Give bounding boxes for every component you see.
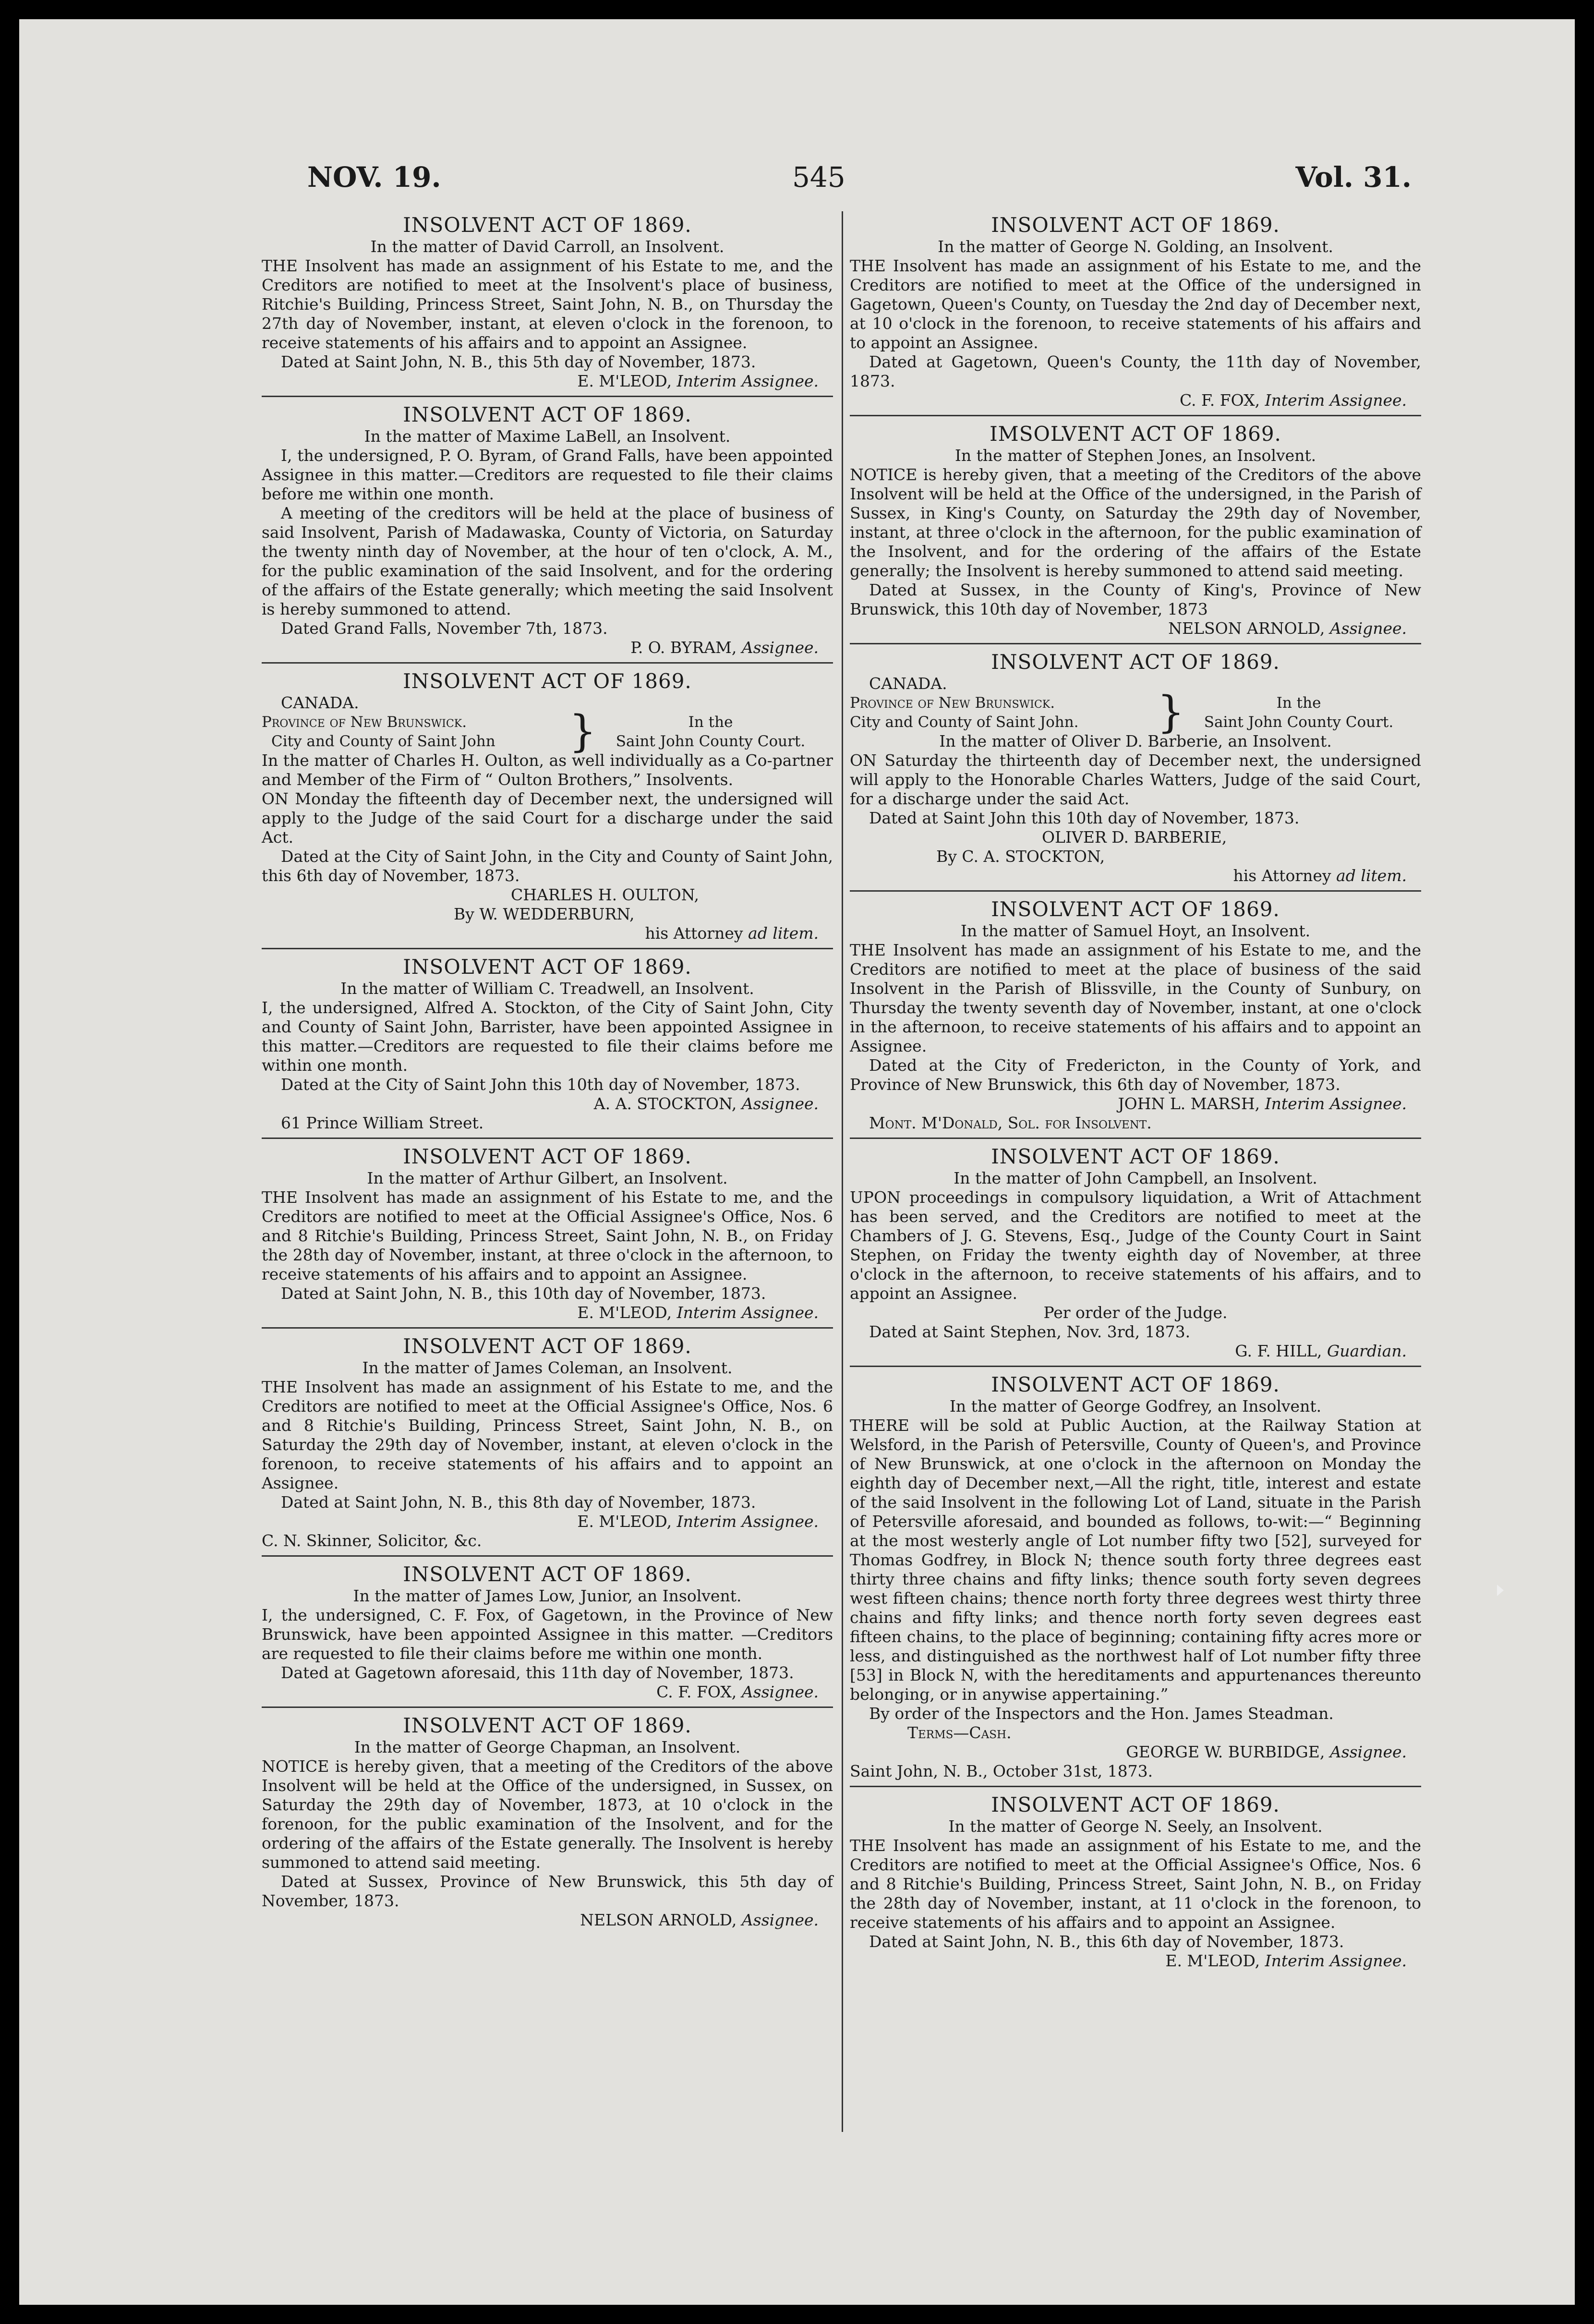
notice-title: INSOLVENT ACT OF 1869.: [403, 1714, 692, 1737]
notice-campbell: [850, 1143, 1421, 1367]
notice-body-2: A meeting of the creditors will be held at the place of business of said Insolvent, Parish of Madawaska, County of Victoria, on Saturday the twenty ninth day of November, at the hour of ten o'clock, A. M., for the public examination of the said Insolvent, and for the ordering of the affairs of the Estate generally; which meeting the said Insolvent is hereby summoned to attend.: [262, 504, 833, 618]
notice-signer: [850, 1094, 1421, 1114]
notice-dated: Saint John, N. B., October 31st, 1873.: [850, 1762, 1153, 1780]
notice-solicitor: C. N. Skinner, Solicitor, &c.: [262, 1531, 482, 1550]
notice-title: INSOLVENT ACT OF 1869.: [403, 1334, 692, 1358]
notice-signer: [262, 1303, 833, 1322]
notice-body: ON Saturday the thirteenth day of December next, the undersigned will apply to the Honorable Charles Watters, Judge of the said Court, for a discharge under the said Act.: [850, 751, 1421, 808]
court-block: [850, 687, 1421, 738]
notice-matter: In the matter of John Campbell, an Insolvent.: [954, 1169, 1317, 1187]
notice-by: By W. WEDDERBURN,: [454, 905, 635, 923]
notice-seely: [850, 1791, 1421, 1975]
notice-dated: Dated at the City of Saint John, in the City and County of Saint John, this 6th day of November, 1873.: [262, 847, 833, 885]
in-the-label: In the: [1276, 694, 1321, 712]
notice-dated: Dated at Sussex, Province of New Brunswick, this 5th day of November, 1873.: [262, 1872, 833, 1910]
notice-body: I, the undersigned, C. F. Fox, of Gagetown, in the Province of New Brunswick, have been appointed Assignee in this matter. —Creditors are requested to file their claims before me within one month.: [262, 1606, 833, 1663]
signer-role: Assignee.: [741, 638, 819, 657]
notice-signer: [262, 1911, 833, 1930]
signer-role: Interim Assignee.: [676, 372, 819, 390]
signer-name: NELSON ARNOLD,: [1168, 619, 1325, 638]
signer-name: GEORGE W. BURBIDGE,: [1126, 1743, 1325, 1761]
notice-body: NOTICE is hereby given, that a meeting of the Creditors of the above Insolvent will be held at the Office of the undersigned, in Sussex, on Saturday the 29th day of November, 1873, at 10 o'clock in the forenoon, for the public examination of the Insolvent, and for the ordering of the affairs of the Estate generally. The Insolvent is hereby summoned to attend said meeting.: [262, 1757, 833, 1872]
signer-role: Interim Assignee.: [1265, 1094, 1407, 1113]
notice-matter: In the matter of George Chapman, an Insolvent.: [354, 1738, 741, 1756]
notice-signer: [850, 1743, 1421, 1762]
signer-name: NELSON ARNOLD,: [580, 1911, 737, 1929]
notice-body: THE Insolvent has made an assignment of his Estate to me, and the Creditors are notified to meet at the Official Assignee's Office, Nos. 6 and 8 Ritchie's Building, Princess Street, Saint John, N. B., on Friday the 28th day of November, instant, at 11 o'clock in the forenoon, to receive statements of his affairs and to appoint an Assignee.: [850, 1836, 1421, 1932]
notice-matter: In the matter of Maxime LaBell, an Insolvent.: [364, 427, 731, 446]
notice-golding: [850, 211, 1421, 416]
notice-signer: CHARLES H. OULTON,: [511, 885, 699, 904]
notice-signer: [262, 1682, 833, 1702]
court-block: [262, 706, 833, 757]
notice-body: ON Monday the fifteenth day of December next, the undersigned will apply to the Judge of the said Court for a discharge under the said Act.: [262, 789, 833, 847]
notice-hoyt: [850, 896, 1421, 1139]
signer-role: Interim Assignee.: [676, 1303, 819, 1322]
signer-name: E. M'LEOD,: [1165, 1951, 1260, 1970]
notice-dated: Dated at Saint Stephen, Nov. 3rd, 1873.: [869, 1322, 1191, 1341]
page-header: [19, 161, 1575, 218]
notice-matter: In the matter of James Low, Junior, an Insolvent.: [353, 1586, 742, 1605]
notice-body: THE Insolvent has made an assignment of his Estate to me, and the Creditors are notified to meet at the Official Assignee's Office, Nos. 6 and 8 Ritchie's Building, Princess Street, Saint John, N. B., on Friday the 28th day of November, instant, at three o'clock in the afternoon, to receive statements of his affairs and to appoint an Assignee.: [262, 1188, 833, 1283]
left-column: [262, 211, 833, 1938]
notice-body: UPON proceedings in compulsory liquidation, a Writ of Attachment has been served, and the Creditors are notified to meet at the Chambers of J. G. Stevens, Esq., Judge of the County Court in Saint Stephen, on Friday the twenty eighth day of November, at three o'clock in the afternoon, to receive statements of his affairs, and to appoint an Assignee.: [850, 1188, 1421, 1303]
notice-title: INSOLVENT ACT OF 1869.: [403, 669, 692, 693]
margin-arrow-icon: [1497, 1585, 1504, 1596]
notice-attorney: his Attorney ad litem.: [645, 924, 819, 943]
signer-role: Assignee.: [1329, 1743, 1407, 1761]
province-label: Province of New Brunswick.: [850, 694, 1055, 712]
notice-chapman: [262, 1712, 833, 1935]
signer-name: E. M'LEOD,: [577, 1303, 672, 1322]
notice-title: INSOLVENT ACT OF 1869.: [403, 1562, 692, 1586]
notice-barberie: [850, 648, 1421, 892]
signer-role: Guardian.: [1327, 1342, 1407, 1360]
brace-glyph: }: [1157, 687, 1185, 738]
signer-name: P. O. BYRAM,: [630, 638, 737, 657]
notice-attorney: his Attorney ad litem.: [1233, 866, 1407, 885]
notice-dated: Dated at Saint John, N. B., this 6th day of November, 1873.: [869, 1932, 1344, 1951]
in-the-label: In the: [688, 714, 733, 731]
canada-label: CANADA.: [281, 693, 359, 712]
notice-labell: [262, 401, 833, 664]
signer-role: Assignee.: [741, 1911, 819, 1929]
notice-signer: [850, 1951, 1421, 1971]
court-label: Saint John County Court.: [616, 733, 806, 750]
signer-role: Assignee.: [741, 1094, 819, 1113]
notice-title: INSOLVENT ACT OF 1869.: [991, 1793, 1280, 1816]
notice-matter: In the matter of George Godfrey, an Insolvent.: [949, 1397, 1322, 1416]
notice-title: INSOLVENT ACT OF 1869.: [403, 213, 692, 237]
notice-matter: In the matter of David Carroll, an Insolvent.: [370, 237, 725, 256]
notice-signer: [850, 391, 1421, 410]
notice-matter: In the matter of Samuel Hoyt, an Insolvent.: [960, 921, 1311, 940]
notice-title: INSOLVENT ACT OF 1869.: [403, 403, 692, 426]
notice-body: I, the undersigned, P. O. Byram, of Grand Falls, have been appointed Assignee in this matter.—Creditors are requested to file their claims before me within one month.: [262, 446, 833, 503]
signer-role: Interim Assignee.: [1265, 391, 1407, 410]
notice-dated: Dated at Gagetown, Queen's County, the 11th day of November, 1873.: [850, 352, 1421, 390]
notice-matter: In the matter of Charles H. Oulton, as well individually as a Co-partner and Member of the Firm of “ Oulton Brothers,” Insolvents.: [262, 751, 833, 789]
notice-title: INSOLVENT ACT OF 1869.: [403, 1145, 692, 1168]
notice-signer: [262, 1512, 833, 1531]
signer-name: C. F. FOX,: [1179, 391, 1260, 410]
notice-matter: In the matter of Stephen Jones, an Insolvent.: [954, 446, 1316, 465]
notice-matter: In the matter of George N. Golding, an Insolvent.: [938, 237, 1333, 256]
notice-title: INSOLVENT ACT OF 1869.: [991, 650, 1280, 674]
signer-role: Assignee.: [1329, 619, 1407, 638]
notice-body: THE Insolvent has made an assignment of his Estate to me, and the Creditors are notified to meet at the Insolvent's place of business, Ritchie's Building, Princess Street, Saint John, N. B., on Thursday the 27th day of November, instant, at eleven o'clock in the forenoon, to receive statements of his affairs and to appoint an Assignee.: [262, 256, 833, 352]
notice-body: NOTICE is hereby given, that a meeting of the Creditors of the above Insolvent will be held at the Office of the undersigned, in the Parish of Sussex, in King's County, on Saturday the 29th day of November, instant, at three o'clock in the afternoon, for the public examination of the Insolvent, and for the ordering of the affairs of the Estate generally; the Insolvent is hereby summoned to attend said meeting.: [850, 465, 1421, 580]
signer-name: G. F. HILL,: [1235, 1342, 1322, 1360]
notice-dated: Dated at Sussex, in the County of King's, Province of New Brunswick, this 10th day of November, 1873: [850, 581, 1421, 618]
notice-matter: In the matter of Arthur Gilbert, an Insolvent.: [367, 1169, 728, 1187]
notice-signer: OLIVER D. BARBERIE,: [1042, 828, 1227, 847]
signer-role: Assignee.: [741, 1682, 819, 1701]
signer-name: E. M'LEOD,: [577, 372, 672, 390]
notice-matter: In the matter of Oliver D. Barberie, an Insolvent.: [939, 732, 1332, 750]
signer-name: JOHN L. MARSH,: [1118, 1094, 1260, 1113]
page-number: 545: [792, 161, 845, 194]
notice-dated: Dated at the City of Fredericton, in the County of York, and Province of New Brunswick, this 6th day of November, 1873.: [850, 1056, 1421, 1094]
notice-address: 61 Prince William Street.: [281, 1114, 484, 1132]
notice-by: By C. A. STOCKTON,: [936, 847, 1105, 866]
notice-dated: Dated at Saint John this 10th day of November, 1873.: [869, 809, 1300, 827]
city-label: City and County of Saint John: [271, 733, 495, 750]
notice-coleman: [262, 1332, 833, 1557]
court-label: Saint John County Court.: [1204, 714, 1394, 731]
notice-title: INSOLVENT ACT OF 1869.: [991, 1373, 1280, 1396]
notice-dated: Dated at the City of Saint John this 10th day of November, 1873.: [281, 1075, 800, 1094]
notice-oulton: [262, 667, 833, 949]
notice-treadwell: [262, 953, 833, 1139]
notice-matter: In the matter of George N. Seely, an Insolvent.: [948, 1817, 1323, 1836]
column-divider: [842, 211, 843, 2132]
notice-godfrey: [850, 1371, 1421, 1787]
notice-title: IMSOLVENT ACT OF 1869.: [990, 422, 1281, 446]
notice-title: INSOLVENT ACT OF 1869.: [403, 955, 692, 979]
right-column: [850, 211, 1421, 1979]
notice-solicitor: Mont. M'Donald, Sol. for Insolvent.: [869, 1114, 1152, 1132]
notice-order: By order of the Inspectors and the Hon. James Steadman.: [869, 1704, 1334, 1723]
notice-terms: Terms—Cash.: [907, 1723, 1012, 1742]
notice-dated: Dated at Gagetown aforesaid, this 11th day of November, 1873.: [281, 1663, 794, 1682]
notice-body: THE Insolvent has made an assignment of his Estate to me, and the Creditors are notified to meet at the Office of the undersigned in Gagetown, Queen's County, on Tuesday the 2nd day of December next, at 10 o'clock in the forenoon, to receive statements of his affairs and to appoint an Assignee.: [850, 256, 1421, 352]
canada-label: CANADA.: [869, 674, 947, 693]
notice-matter: In the matter of William C. Treadwell, an Insolvent.: [340, 979, 754, 998]
notice-signer: [262, 1094, 833, 1114]
signer-name: C. F. FOX,: [656, 1682, 737, 1701]
notice-title: INSOLVENT ACT OF 1869.: [991, 897, 1280, 921]
notice-body: THERE will be sold at Public Auction, at the Railway Station at Welsford, in the Parish of Petersville, County of Queen's, and Province of New Brunswick, at one o'clock in the afternoon on Monday the eighth day of December next,—All the right, title, interest and estate of the said Insolvent in the following Lot of Land, situate in the Parish of Petersville aforesaid, and bounded as follows, to-wit:—“ Beginning at the most westerly angle of Lot number fifty two [52], surveyed for Thomas Godfrey, in Block N; thence south forty three degrees east thirty three chains and fifty links; thence south forty seven degrees west fifteen chains; thence north forty three degrees west thirty three chains and fifty links; and thence north forty seven degrees east fifteen chains, to the place of beginning; containing fifty acres more or less, and distinguished as the northwest half of Lot number fifty three [53] in Block N, with the hereditaments and appurtenances thereunto belonging, or in anywise appertaining.”: [850, 1416, 1421, 1704]
notice-carroll: [262, 211, 833, 397]
notice-dated: Dated at Saint John, N. B., this 5th day of November, 1873.: [281, 352, 756, 371]
notice-signer: [850, 1342, 1421, 1361]
notice-gilbert: [262, 1143, 833, 1329]
signer-role: Interim Assignee.: [1265, 1951, 1407, 1970]
notice-signer: [850, 619, 1421, 638]
signer-role: Interim Assignee.: [676, 1512, 819, 1531]
notice-title: INSOLVENT ACT OF 1869.: [991, 1145, 1280, 1168]
notice-signer: [262, 372, 833, 391]
signer-name: A. A. STOCKTON,: [593, 1094, 737, 1113]
notice-low: [262, 1561, 833, 1708]
notice-title: INSOLVENT ACT OF 1869.: [991, 213, 1280, 237]
brace-glyph: }: [569, 706, 597, 757]
notice-dated: Dated at Saint John, N. B., this 8th day of November, 1873.: [281, 1493, 756, 1512]
notice-body: I, the undersigned, Alfred A. Stockton, of the City of Saint John, City and County of Saint John, Barrister, have been appointed Assignee in this matter.—Creditors are requested to file their claims before me within one month.: [262, 998, 833, 1075]
notice-dated: Dated Grand Falls, November 7th, 1873.: [281, 619, 608, 638]
notice-signer: [262, 638, 833, 657]
issue-date: NOV. 19.: [307, 161, 441, 194]
city-label: City and County of Saint John.: [850, 714, 1079, 731]
notice-body: THE Insolvent has made an assignment of his Estate to me, and the Creditors are notified to meet at the Official Assignee's Office, Nos. 6 and 8 Ritchie's Building, Princess Street, Saint John, N. B., on Saturday the 29th day of November, instant, at eleven o'clock in the forenoon, to receive statements of his affairs and to appoint an Assignee.: [262, 1378, 833, 1492]
signer-name: E. M'LEOD,: [577, 1512, 672, 1531]
province-label: Province of New Brunswick.: [262, 714, 467, 731]
notice-order: Per order of the Judge.: [1043, 1303, 1228, 1322]
notice-dated: Dated at Saint John, N. B., this 10th day of November, 1873.: [281, 1284, 766, 1303]
notice-jones: [850, 420, 1421, 644]
notice-body: THE Insolvent has made an assignment of his Estate to me, and the Creditors are notified to meet at the place of business of the said Insolvent in the Parish of Blissville, in the County of Sunbury, on Thursday the twenty seventh day of November, instant, at one o'clock in the afternoon, to receive statements of his affairs and to appoint an Assignee.: [850, 941, 1421, 1055]
volume-number: Vol. 31.: [1295, 161, 1412, 194]
notice-matter: In the matter of James Coleman, an Insolvent.: [362, 1358, 733, 1377]
